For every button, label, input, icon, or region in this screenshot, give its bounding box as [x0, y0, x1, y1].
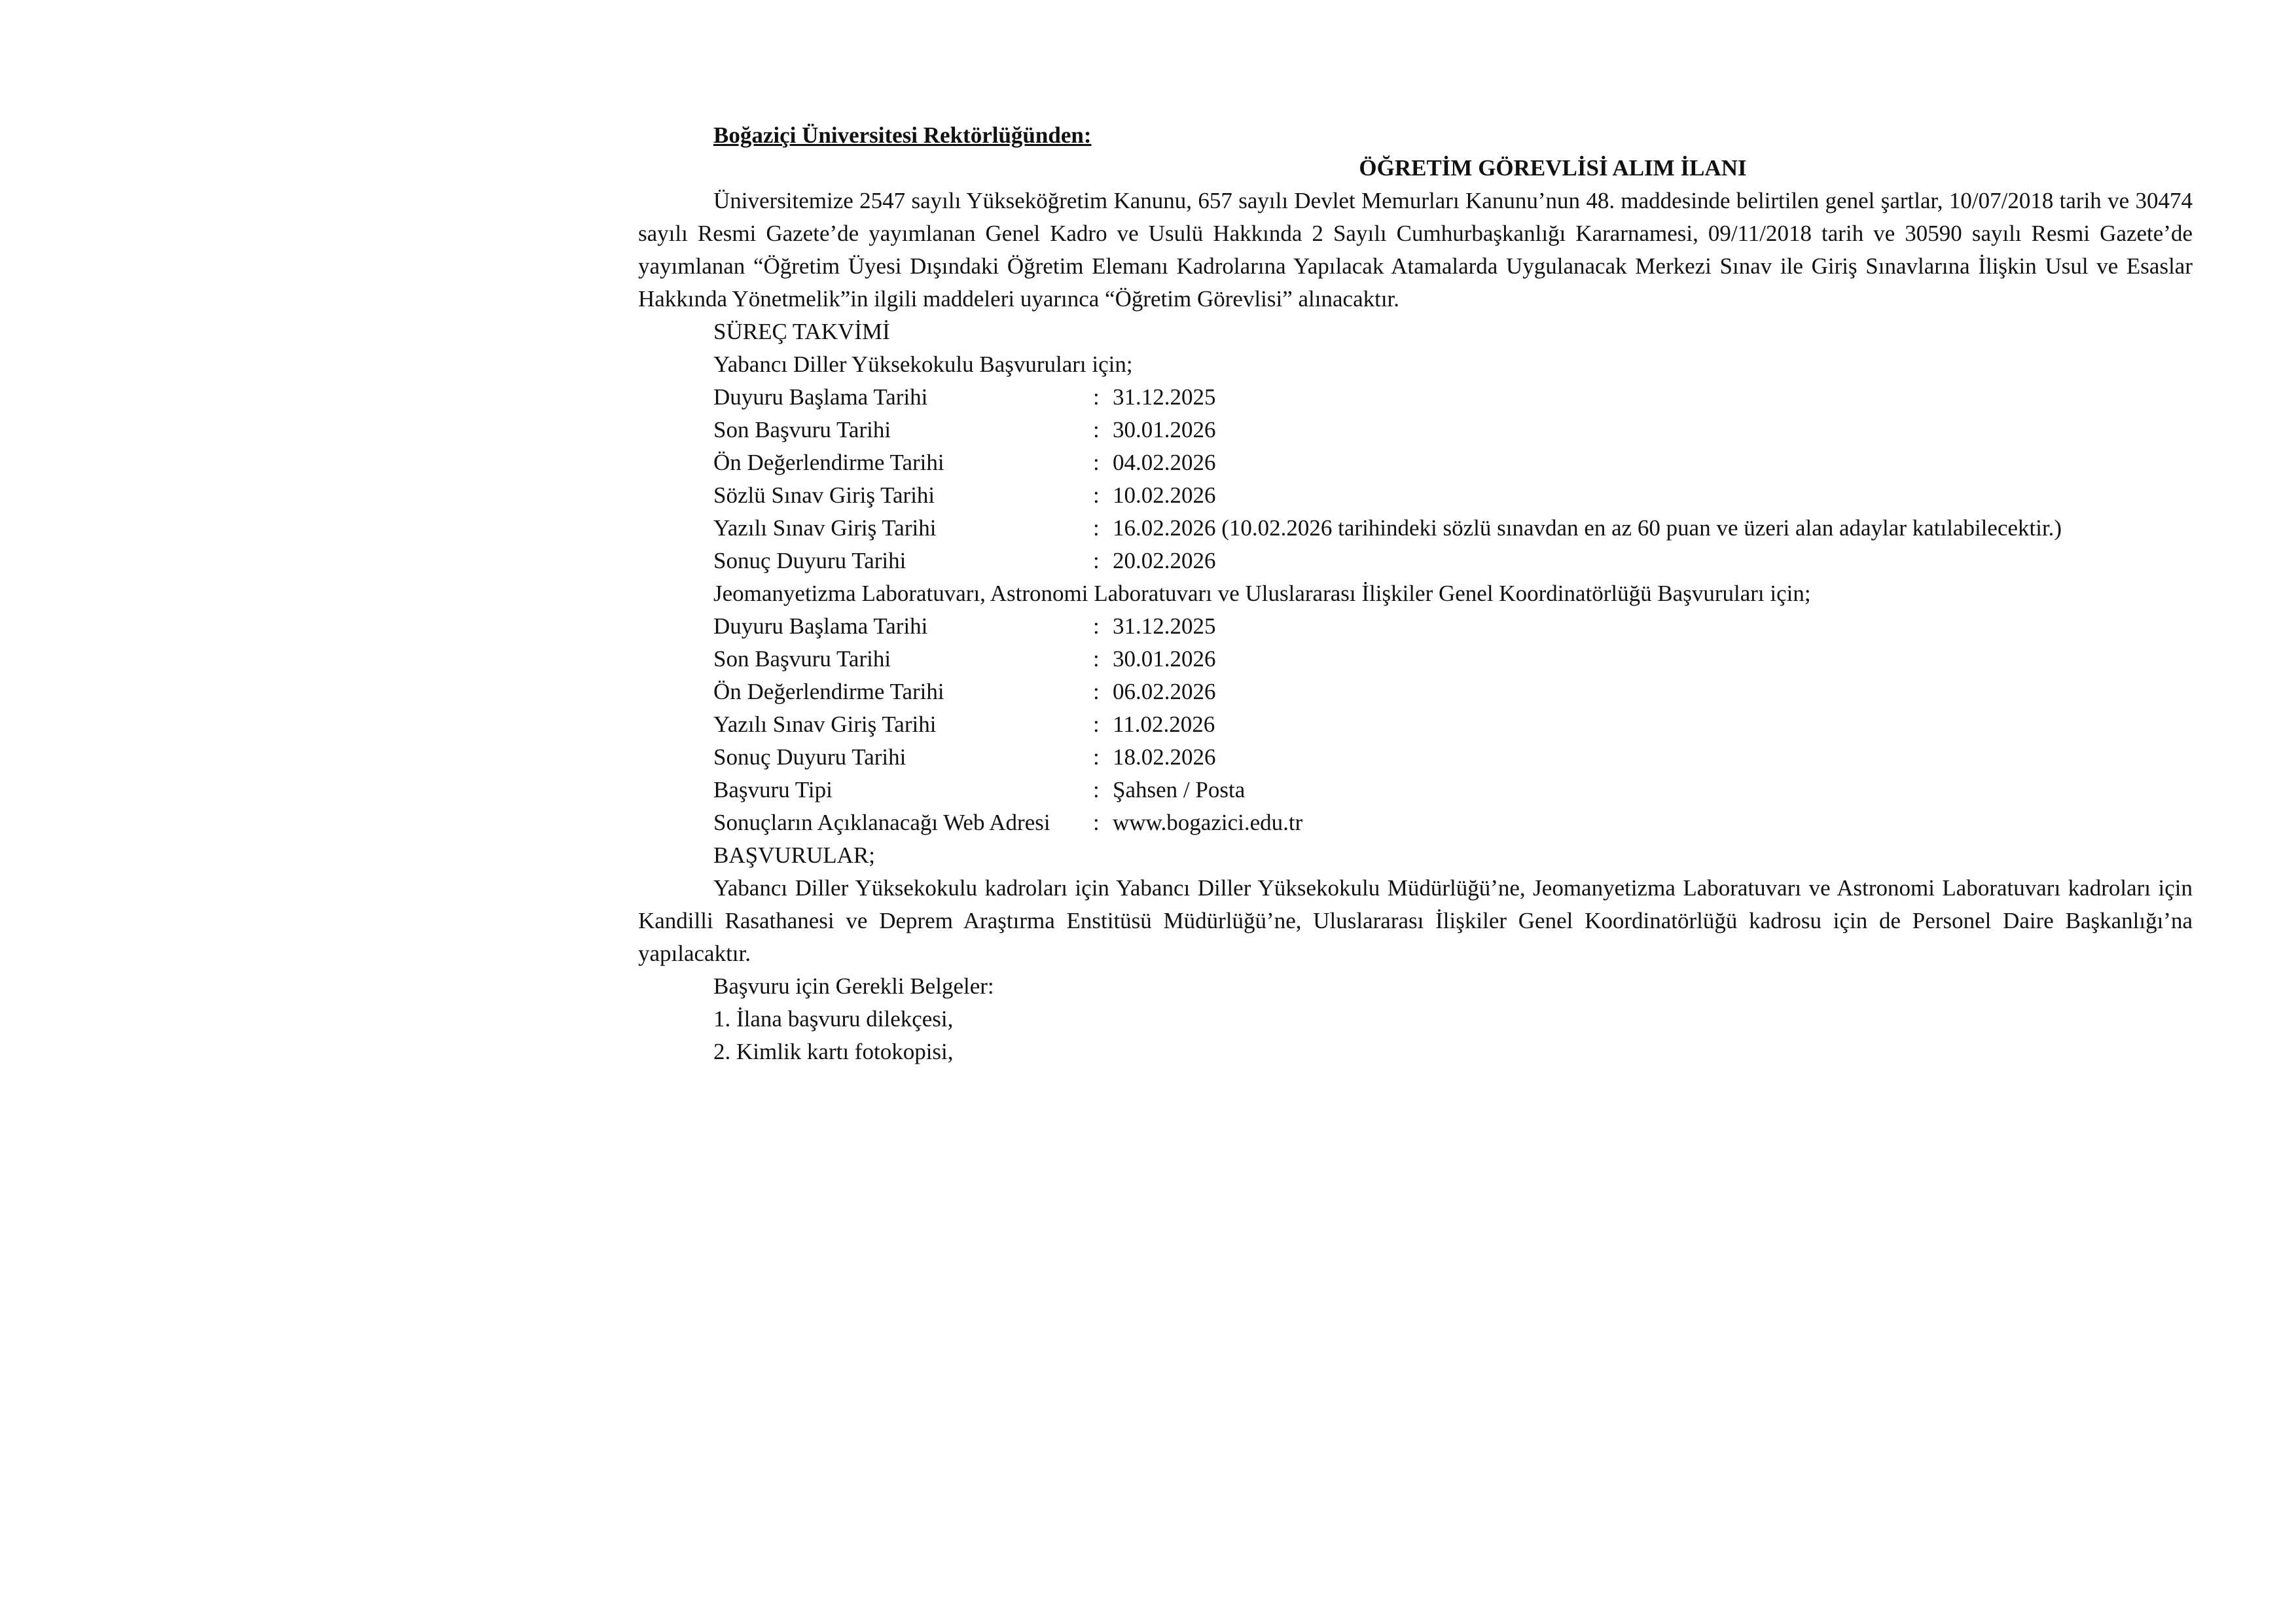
row-value: 30.01.2026 [1113, 646, 1216, 672]
schedule-row [638, 414, 2193, 446]
document-item: 2. Kimlik kartı fotokopisi, [713, 1039, 954, 1064]
schedule-row [638, 774, 2193, 806]
applications-paragraph: Yabancı Diller Yüksekokulu kadroları için Yabancı Diller Yüksekokulu Müdürlüğü’ne, Jeomanyetizma Laboratuvarı ve Astronomi Laboratuvarı kadroları için Kandilli Rasathanesi ve Deprem Araştırma Enstitüsü Müdürlüğü’ne, Uluslararası İlişkiler Genel Koordinatörlüğü kadrosu için de Personel Daire Başkanlığı’na yapılacaktır. [638, 875, 2193, 966]
group1-heading: Yabancı Diller Yüksekokulu Başvuruları için; [713, 352, 1133, 377]
row-separator: : [1093, 744, 1100, 770]
row-label: Son Başvuru Tarihi [713, 417, 891, 442]
schedule-row [638, 545, 2193, 577]
row-label: Sözlü Sınav Giriş Tarihi [713, 482, 935, 508]
documents-heading: Başvuru için Gerekli Belgeler: [713, 973, 994, 999]
schedule-row [638, 512, 2193, 545]
row-label: Ön Değerlendirme Tarihi [713, 450, 944, 475]
group2-table [638, 610, 2193, 839]
row-separator: : [1093, 777, 1100, 803]
schedule-row [638, 446, 2193, 479]
schedule-row [638, 741, 2193, 774]
applications-heading: BAŞVURULAR; [713, 842, 875, 868]
row-label: Yazılı Sınav Giriş Tarihi [713, 712, 937, 737]
schedule-row [638, 479, 2193, 512]
row-separator: : [1093, 417, 1100, 442]
row-label: Sonuç Duyuru Tarihi [713, 548, 906, 573]
row-separator: : [1093, 450, 1100, 475]
row-value: 18.02.2026 [1113, 744, 1216, 770]
row-label: Duyuru Başlama Tarihi [713, 613, 928, 639]
row-value: 31.12.2025 [1113, 613, 1216, 639]
schedule-heading: SÜREÇ TAKVİMİ [713, 319, 890, 344]
row-value: 31.12.2025 [1113, 384, 1216, 410]
row-separator: : [1093, 384, 1100, 410]
row-value: Şahsen / Posta [1113, 777, 1246, 803]
row-value: 10.02.2026 [1113, 482, 1216, 508]
row-separator: : [1093, 646, 1100, 672]
row-label: Sonuç Duyuru Tarihi [713, 744, 906, 770]
row-label: Başvuru Tipi [713, 777, 833, 803]
issuer-heading: Boğaziçi Üniversitesi Rektörlüğünden: [713, 122, 1092, 148]
row-separator: : [1093, 679, 1100, 704]
row-separator: : [1093, 548, 1100, 573]
intro-paragraph: Üniversitemize 2547 sayılı Yükseköğretim Kanunu, 657 sayılı Devlet Memurları Kanunu’nun 48. maddesinde belirtilen genel şartlar, 10/07/2018 tarih ve 30474 sayılı Resmi Gazete’de yayımlanan Genel Kadro ve Usulü Hakkında 2 Sayılı Cumhurbaşkanlığı Kararnamesi, 09/11/2018 tarih ve 30590 sayılı Resmi Gazete’de yayımlanan “Öğretim Üyesi Dışındaki Öğretim Elemanı Kadrolarına Yapılacak Atamalarda Uygulanacak Merkezi Sınav ile Giriş Sınavlarına İlişkin Usul ve Esaslar Hakkında Yönetmelik”in ilgili maddeleri uyarınca “Öğretim Görevlisi” alınacaktır. [638, 188, 2193, 312]
row-value: 30.01.2026 [1113, 417, 1216, 442]
row-label: Ön Değerlendirme Tarihi [713, 679, 944, 704]
group1-table [638, 381, 2193, 577]
row-label: Yazılı Sınav Giriş Tarihi [713, 515, 937, 541]
row-value: 04.02.2026 [1113, 450, 1216, 475]
row-separator: : [1093, 712, 1100, 737]
row-separator: : [1093, 613, 1100, 639]
row-value: 11.02.2026 [1113, 712, 1215, 737]
schedule-row [638, 643, 2193, 676]
row-value: 20.02.2026 [1113, 548, 1216, 573]
row-label: Son Başvuru Tarihi [713, 646, 891, 672]
announcement-title: ÖĞRETİM GÖREVLİSİ ALIM İLANI [1359, 155, 1747, 181]
row-separator: : [1093, 482, 1100, 508]
row-separator: : [1093, 515, 1100, 541]
row-label: Duyuru Başlama Tarihi [713, 384, 928, 410]
row-label: Sonuçların Açıklanacağı Web Adresi [713, 810, 1050, 835]
row-separator: : [1093, 810, 1100, 835]
schedule-row [638, 806, 2193, 839]
schedule-row [638, 610, 2193, 643]
schedule-row [638, 708, 2193, 741]
schedule-row [638, 676, 2193, 708]
group2-heading: Jeomanyetizma Laboratuvarı, Astronomi Laboratuvarı ve Uluslararası İlişkiler Genel Koordinatörlüğü Başvuruları için; [713, 581, 1811, 606]
row-value: 06.02.2026 [1113, 679, 1216, 704]
announcement-document [638, 119, 2193, 1068]
schedule-row [638, 381, 2193, 414]
website-link: www.bogazici.edu.tr [1113, 810, 1303, 835]
document-item: 1. İlana başvuru dilekçesi, [713, 1006, 954, 1032]
row-value: 16.02.2026 (10.02.2026 tarihindeki sözlü sınavdan en az 60 puan ve üzeri alan adaylar katılabilecektir.) [1113, 515, 2062, 541]
